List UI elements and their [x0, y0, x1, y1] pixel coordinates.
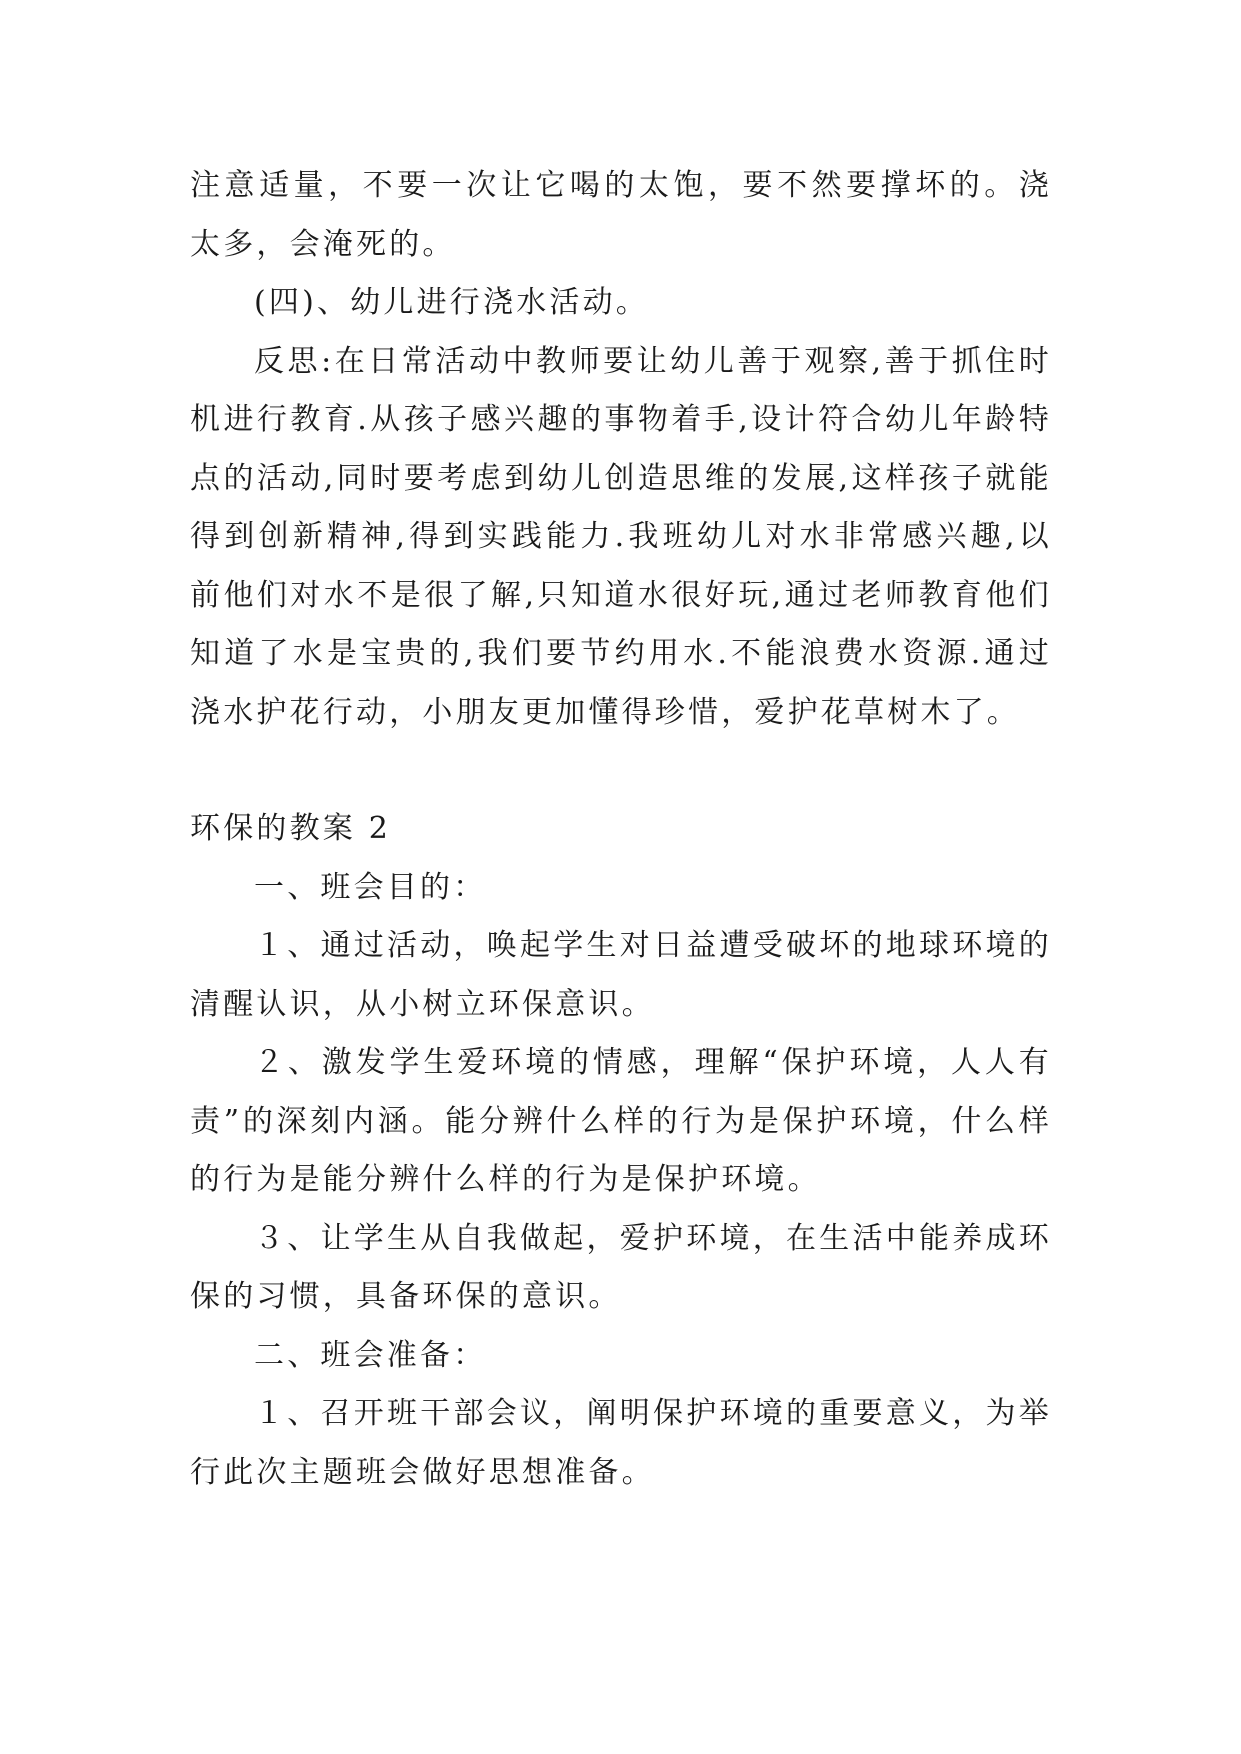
- paragraph-class-goal-heading: 一、班会目的：: [254, 869, 487, 905]
- paragraph-watering-caution: 注意适量，不要一次让它喝的太饱，要不然要撑坏的。浇太多，会淹死的。: [190, 168, 1052, 262]
- paragraph-watering-activity: (四)、幼儿进行浇水活动。: [254, 285, 650, 320]
- document-page: [190, 157, 1052, 1502]
- paragraph-goal-2: ２、激发学生爱环境的情感，理解“保护环境，人人有责”的深刻内涵。能分辨什么样的行为是保护环境，什么样的行为是能分辨什么样的行为是保护环境。: [190, 1045, 1052, 1197]
- section-title: 环保的教案 2: [190, 811, 392, 846]
- paragraph-goal-1: １、通过活动，唤起学生对日益遭受破坏的地球环境的清醒认识，从小树立环保意识。: [190, 928, 1052, 1022]
- paragraph-reflection: 反思:在日常活动中教师要让幼儿善于观察,善于抓住时机进行教育.从孩子感兴趣的事物着手,设计符合幼儿年龄特点的活动,同时要考虑到幼儿创造思维的发展,这样孩子就能得到创新精神,得到实践能力.我班幼儿对水非常感兴趣,以前他们对水不是很了解,只知道水很好玩,通过老师教育他们知道了水是宝贵的,我们要节约用水.不能浪费水资源.通过浇水护花行动，小朋友更加懂得珍惜，爱护花草树木了。: [190, 343, 1052, 730]
- paragraph-preparation-heading: 二、班会准备：: [254, 1337, 487, 1373]
- paragraph-goal-3: ３、让学生从自我做起，爱护环境，在生活中能养成环保的习惯，具备环保的意识。: [190, 1220, 1052, 1314]
- paragraph-preparation-1: １、召开班干部会议，阐明保护环境的重要意义，为举行此次主题班会做好思想准备。: [190, 1396, 1052, 1490]
